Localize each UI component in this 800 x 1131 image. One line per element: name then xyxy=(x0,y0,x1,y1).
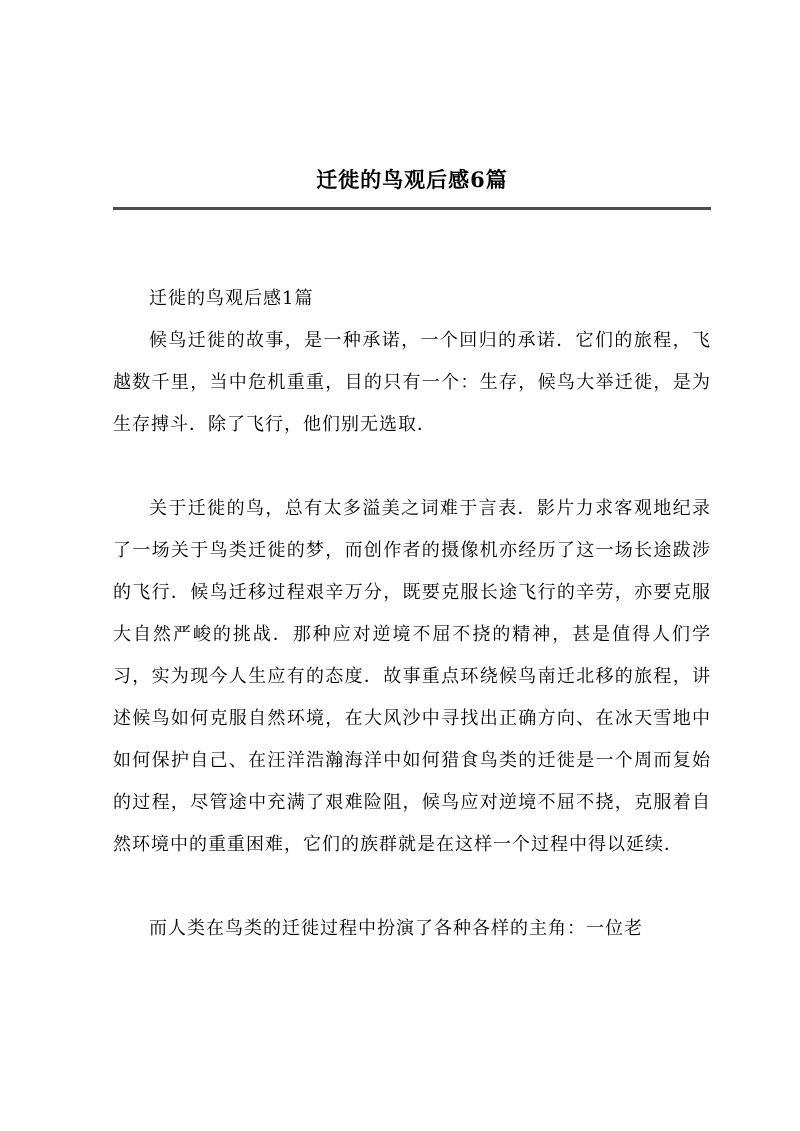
page-content xyxy=(113,0,711,950)
title-divider xyxy=(113,207,711,210)
paragraph: 候鸟迁徙的故事，是一种承诺，一个回归的承诺．它们的旅程，飞越数千里，当中危机重重，目的只有一个：生存，候鸟大举迁徙，是为生存搏斗．除了飞行，他们别无选取． xyxy=(113,330,711,436)
section-heading: 迁徙的鸟观后感1篇 xyxy=(149,288,314,310)
document-body xyxy=(113,278,711,950)
paragraph: 而人类在鸟类的迁徙过程中扮演了各种各样的主角：一位老 xyxy=(149,918,643,940)
paragraph: 关于迁徙的鸟，总有太多溢美之词难于言表．影片力求客观地纪录了一场关于鸟类迁徙的梦，而创作者的摄像机亦经历了这一场长途跋涉的飞行．候鸟迁移过程艰辛万分，既要克服长途飞行的辛劳，亦要克服大自然严峻的挑战．那种应对逆境不屈不挠的精神，甚是值得人们学习，实为现今人生应有的态度．故事重点环绕候鸟南迁北移的旅程，讲述候鸟如何克服自然环境，在大风沙中寻找出正确方向、在冰天雪地中如何保护自己、在汪洋浩瀚海洋中如何猎食鸟类的迁徙是一个周而复始的过程，尽管途中充满了艰难险阻，候鸟应对逆境不屈不挠，克服着自然环境中的重重困难，它们的族群就是在这样一个过程中得以延续． xyxy=(113,498,711,856)
page-title: 迁徙的鸟观后感6篇 xyxy=(316,167,508,192)
